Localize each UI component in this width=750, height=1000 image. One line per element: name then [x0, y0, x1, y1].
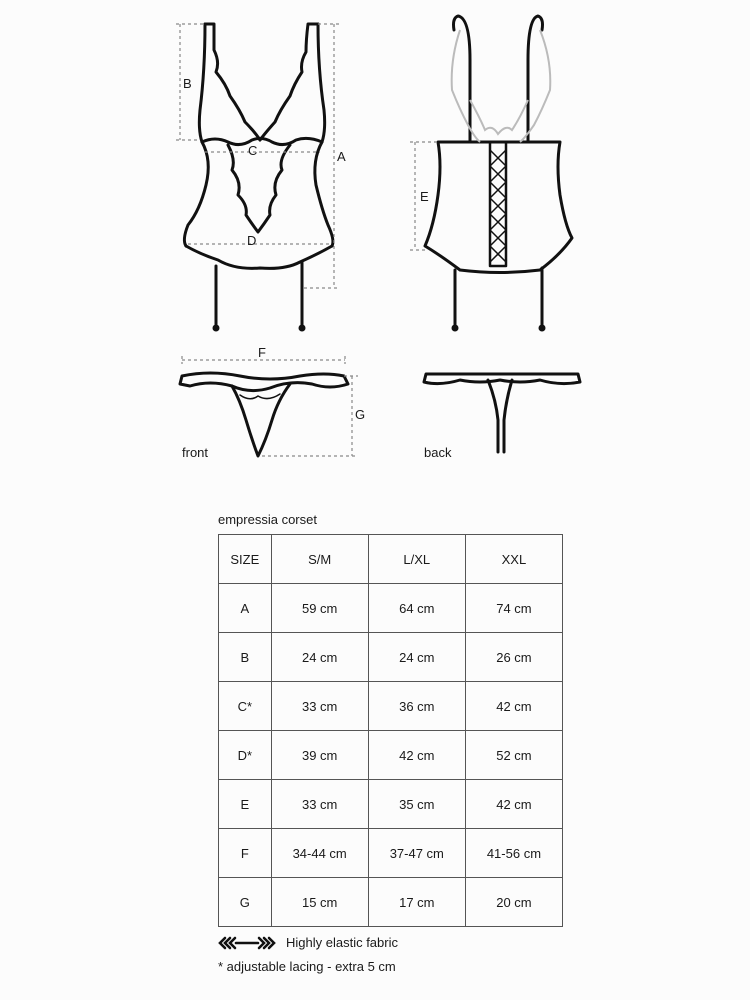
- back-view-label: back: [424, 445, 452, 460]
- table-cell: 41-56 cm: [465, 829, 562, 878]
- header-cell: SIZE: [219, 535, 272, 584]
- table-cell: 20 cm: [465, 878, 562, 927]
- table-cell: G: [219, 878, 272, 927]
- guide-a: [304, 24, 340, 288]
- dimension-label-b: B: [183, 76, 192, 91]
- table-cell: 39 cm: [271, 731, 368, 780]
- table-cell: B: [219, 633, 272, 682]
- table-row: [219, 878, 563, 927]
- elastic-note-text: Highly elastic fabric: [286, 935, 398, 950]
- table-cell: 59 cm: [271, 584, 368, 633]
- header-cell: XXL: [465, 535, 562, 584]
- dimension-label-d: D: [247, 233, 257, 248]
- table-row: [219, 731, 563, 780]
- dimension-label-e: E: [420, 189, 429, 204]
- front-thong-waistband: [180, 373, 348, 391]
- table-cell: F: [219, 829, 272, 878]
- header-cell: L/XL: [368, 535, 465, 584]
- table-cell: 42 cm: [465, 682, 562, 731]
- table-cell: 64 cm: [368, 584, 465, 633]
- table-row: [219, 633, 563, 682]
- table-cell: 15 cm: [271, 878, 368, 927]
- table-cell: A: [219, 584, 272, 633]
- table-cell: 35 cm: [368, 780, 465, 829]
- table-row: [219, 780, 563, 829]
- back-thong-waistband: [424, 374, 580, 384]
- table-cell: C*: [219, 682, 272, 731]
- dimension-label-a: A: [337, 149, 346, 164]
- lacing-note: * adjustable lacing - extra 5 cm: [218, 959, 396, 974]
- table-cell: 42 cm: [465, 780, 562, 829]
- size-table: [218, 534, 563, 927]
- table-cell: 74 cm: [465, 584, 562, 633]
- dimension-label-g: G: [355, 407, 366, 422]
- header-cell: S/M: [271, 535, 368, 584]
- table-cell: 52 cm: [465, 731, 562, 780]
- front-corset-band: [202, 138, 322, 144]
- table-cell: 24 cm: [368, 633, 465, 682]
- table-cell: D*: [219, 731, 272, 780]
- table-cell: 17 cm: [368, 878, 465, 927]
- table-header-row: [219, 535, 563, 584]
- guide-g: [262, 376, 358, 456]
- front-corset-right-cup: [260, 24, 318, 140]
- elastic-arrows-icon: [218, 936, 276, 950]
- table-row: [219, 682, 563, 731]
- table-cell: 37-47 cm: [368, 829, 465, 878]
- back-faded-cups: [452, 30, 551, 142]
- garment-diagram: [0, 0, 750, 470]
- table-row: [219, 584, 563, 633]
- table-row: [219, 829, 563, 878]
- table-cell: 33 cm: [271, 780, 368, 829]
- table-cell: 34-44 cm: [271, 829, 368, 878]
- dimension-label-c: C: [248, 143, 258, 158]
- table-title: empressia corset: [218, 512, 317, 527]
- dimension-label-f: F: [258, 345, 266, 360]
- table-cell: 42 cm: [368, 731, 465, 780]
- table-cell: 36 cm: [368, 682, 465, 731]
- table-cell: 24 cm: [271, 633, 368, 682]
- front-corset-lace-v: [228, 145, 290, 232]
- table-cell: 33 cm: [271, 682, 368, 731]
- table-cell: 26 cm: [465, 633, 562, 682]
- front-view-label: front: [182, 445, 209, 460]
- elastic-note: [218, 935, 398, 950]
- table-cell: E: [219, 780, 272, 829]
- front-corset-left-cup: [205, 24, 260, 140]
